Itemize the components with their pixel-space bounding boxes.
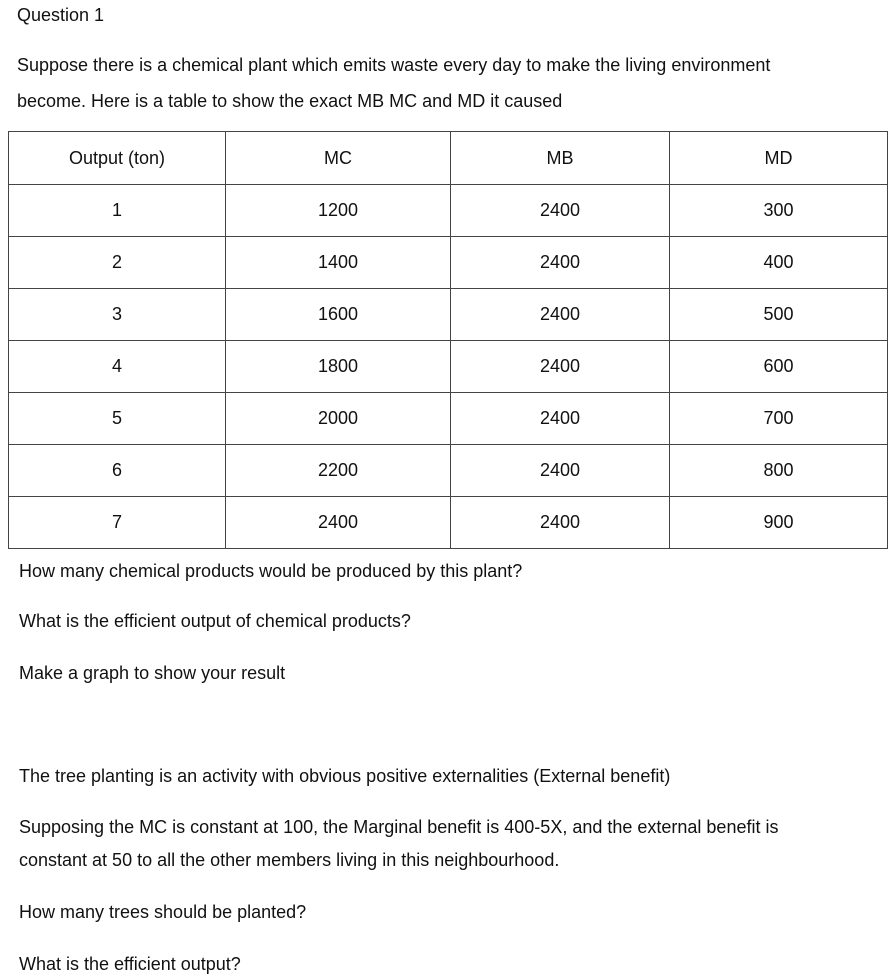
part2-text-line-1: The tree planting is an activity with obvious positive externalities (External benefit) [19, 766, 671, 786]
question-efficient-output-trees: What is the efficient output? [19, 954, 241, 974]
header-output: Output (ton) [9, 132, 226, 185]
cell-md: 800 [670, 445, 888, 497]
question-trees-planted: How many trees should be planted? [19, 902, 307, 922]
table-header-row [9, 132, 888, 185]
cell-mb: 2400 [451, 445, 670, 497]
cell-output: 6 [9, 445, 226, 497]
cell-output: 1 [9, 185, 226, 237]
intro-text-line-1: Suppose there is a chemical plant which emits waste every day to make the living environment [17, 55, 771, 75]
table-row [9, 289, 888, 341]
cell-mb: 2400 [451, 393, 670, 445]
cell-mc: 1200 [226, 185, 451, 237]
cell-output: 4 [9, 341, 226, 393]
cell-output: 5 [9, 393, 226, 445]
cell-mb: 2400 [451, 341, 670, 393]
cell-md: 600 [670, 341, 888, 393]
cell-mc: 2000 [226, 393, 451, 445]
cell-mb: 2400 [451, 237, 670, 289]
cell-mc: 1600 [226, 289, 451, 341]
question-make-graph: Make a graph to show your result [19, 663, 286, 683]
cell-md: 900 [670, 497, 888, 549]
part2-text-line-3: constant at 50 to all the other members living in this neighbourhood. [19, 850, 560, 870]
question-production: How many chemical products would be produced by this plant? [19, 561, 523, 581]
cell-md: 300 [670, 185, 888, 237]
part2-text-line-2: Supposing the MC is constant at 100, the Marginal benefit is 400-5X, and the external benefit is [19, 817, 779, 837]
header-md: MD [670, 132, 888, 185]
cell-mc: 1800 [226, 341, 451, 393]
cell-output: 7 [9, 497, 226, 549]
cell-md: 400 [670, 237, 888, 289]
question-efficient-output: What is the efficient output of chemical products? [19, 611, 411, 631]
cell-md: 500 [670, 289, 888, 341]
table-row [9, 497, 888, 549]
cell-mb: 2400 [451, 497, 670, 549]
cell-output: 3 [9, 289, 226, 341]
cell-mb: 2400 [451, 289, 670, 341]
header-mc: MC [226, 132, 451, 185]
intro-text-line-2: become. Here is a table to show the exact MB MC and MD it caused [17, 91, 563, 111]
question-title: Question 1 [17, 5, 105, 25]
data-table [8, 131, 888, 549]
table-row [9, 445, 888, 497]
cell-md: 700 [670, 393, 888, 445]
cell-output: 2 [9, 237, 226, 289]
table-row [9, 393, 888, 445]
cell-mc: 2200 [226, 445, 451, 497]
header-mb: MB [451, 132, 670, 185]
cell-mb: 2400 [451, 185, 670, 237]
cell-mc: 1400 [226, 237, 451, 289]
table-row [9, 185, 888, 237]
table-row [9, 237, 888, 289]
cell-mc: 2400 [226, 497, 451, 549]
data-table-container [8, 131, 887, 549]
table-row [9, 341, 888, 393]
